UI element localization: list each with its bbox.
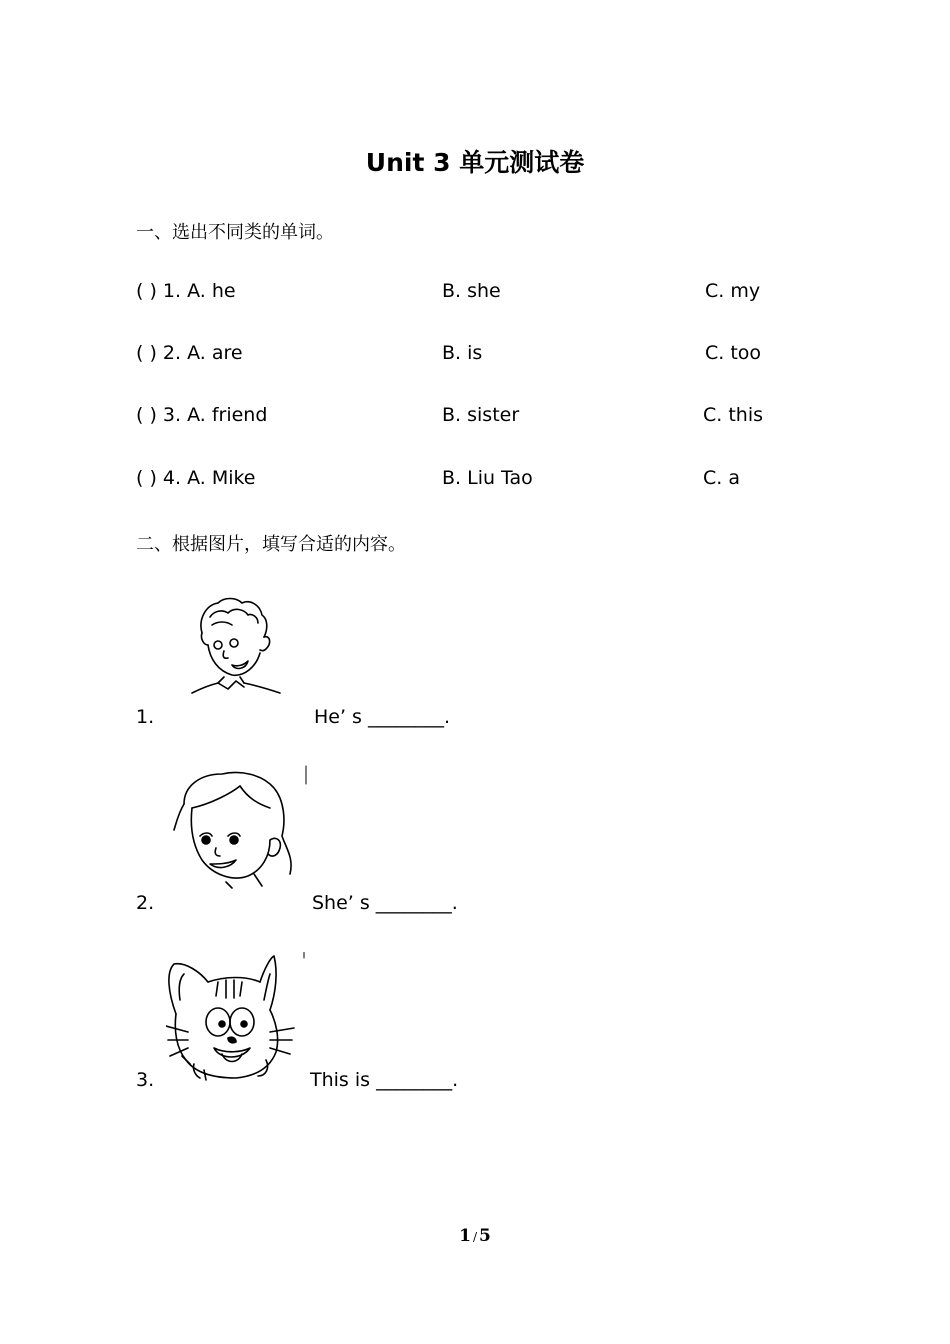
question-4-b: B. Liu Tao bbox=[442, 467, 533, 489]
question-1-a: ( ) 1. A. he bbox=[136, 280, 236, 302]
page-total: 5 bbox=[479, 1226, 491, 1246]
girl-face-icon bbox=[170, 764, 310, 890]
cat-face-icon bbox=[166, 952, 306, 1084]
fill-item-2-text: She’ s ________. bbox=[312, 892, 458, 914]
question-4-c: C. a bbox=[703, 467, 740, 489]
fill-item-1-text: He’ s ________. bbox=[314, 706, 451, 728]
question-2-b: B. is bbox=[442, 342, 483, 364]
question-2-a: ( ) 2. A. are bbox=[136, 342, 243, 364]
page-separator: / bbox=[472, 1230, 478, 1244]
page-current: 1 bbox=[459, 1226, 471, 1246]
page-title: Unit 3 单元测试卷 bbox=[365, 148, 585, 177]
fill-item-1-number: 1. bbox=[136, 706, 155, 728]
section-1-heading: 一、选出不同类的单词。 bbox=[136, 222, 334, 243]
question-3-b: B. sister bbox=[442, 404, 520, 426]
fill-item-3-number: 3. bbox=[136, 1069, 155, 1091]
fill-item-3-text: This is ________. bbox=[310, 1069, 459, 1091]
question-3-a: ( ) 3. A. friend bbox=[136, 404, 268, 426]
question-1-b: B. she bbox=[442, 280, 501, 302]
page-number bbox=[0, 1226, 950, 1246]
boy-face-icon bbox=[188, 595, 284, 695]
fill-item-2-number: 2. bbox=[136, 892, 155, 914]
question-2-c: C. too bbox=[705, 342, 762, 364]
question-1-c: C. my bbox=[705, 280, 761, 302]
question-3-c: C. this bbox=[703, 404, 764, 426]
section-2-heading: 二、根据图片，填写合适的内容。 bbox=[136, 534, 406, 555]
question-4-a: ( ) 4. A. Mike bbox=[136, 467, 256, 489]
